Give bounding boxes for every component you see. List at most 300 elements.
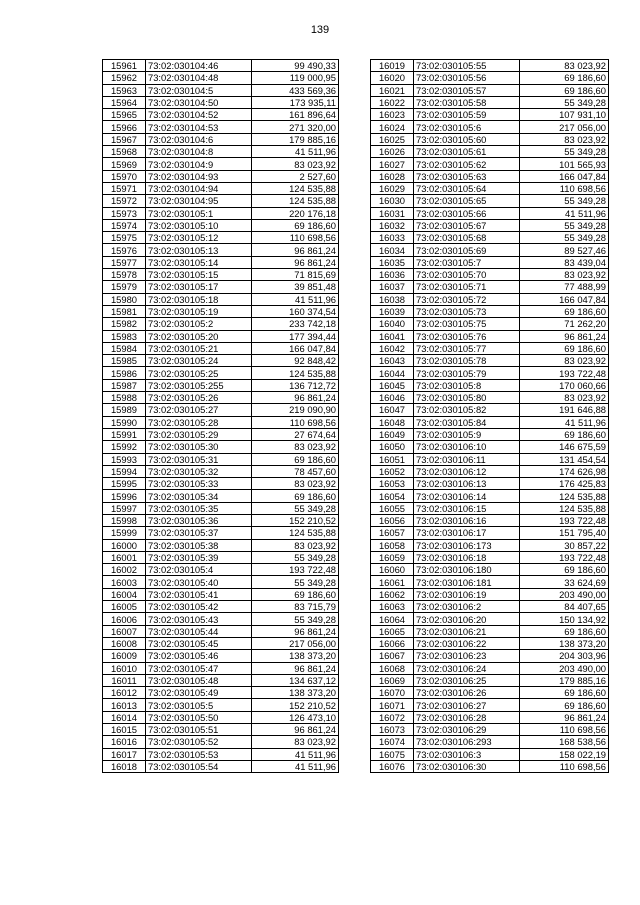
cadastral-number-cell: 73:02:030105:56 xyxy=(414,72,520,84)
table-row xyxy=(371,96,609,108)
table-row xyxy=(371,121,609,133)
table-row xyxy=(371,699,609,711)
cadastral-number-cell: 73:02:030105:24 xyxy=(146,355,252,367)
row-number-cell: 16018 xyxy=(103,760,146,772)
cadastral-number-cell: 73:02:030105:5 xyxy=(146,699,252,711)
row-number-cell: 16076 xyxy=(371,760,414,772)
table-row xyxy=(371,711,609,723)
row-number-cell: 16072 xyxy=(371,711,414,723)
cadastral-number-cell: 73:02:030105:66 xyxy=(414,207,520,219)
table-row xyxy=(371,330,609,342)
row-number-cell: 16062 xyxy=(371,588,414,600)
row-number-cell: 16012 xyxy=(103,687,146,699)
cadastral-number-cell: 73:02:030105:55 xyxy=(414,60,520,72)
cadastral-value-cell: 83 023,92 xyxy=(520,392,609,404)
cadastral-value-cell: 96 861,24 xyxy=(252,244,339,256)
cadastral-value-cell: 89 527,46 xyxy=(520,244,609,256)
table-row xyxy=(371,379,609,391)
cadastral-number-cell: 73:02:030106:14 xyxy=(414,490,520,502)
cadastral-value-cell: 99 490,33 xyxy=(252,60,339,72)
cadastral-number-cell: 73:02:030105:43 xyxy=(146,613,252,625)
table-row xyxy=(371,601,609,613)
cadastral-value-cell: 193 722,48 xyxy=(520,367,609,379)
table-row xyxy=(371,109,609,121)
row-number-cell: 16030 xyxy=(371,195,414,207)
cadastral-value-cell: 220 176,18 xyxy=(252,207,339,219)
cadastral-number-cell: 73:02:030105:7 xyxy=(414,256,520,268)
cadastral-value-cell: 110 698,56 xyxy=(520,760,609,772)
cadastral-number-cell: 73:02:030105:63 xyxy=(414,170,520,182)
row-number-cell: 16045 xyxy=(371,379,414,391)
table-row xyxy=(103,330,339,342)
cadastral-value-cell: 219 090,90 xyxy=(252,404,339,416)
cadastral-number-cell: 73:02:030104:53 xyxy=(146,121,252,133)
cadastral-value-cell: 204 303,96 xyxy=(520,650,609,662)
cadastral-value-cell: 41 511,96 xyxy=(252,748,339,760)
cadastral-value-cell: 271 320,00 xyxy=(252,121,339,133)
cadastral-number-cell: 73:02:030105:53 xyxy=(146,748,252,760)
cadastral-number-cell: 73:02:030106:22 xyxy=(414,637,520,649)
row-number-cell: 16060 xyxy=(371,564,414,576)
cadastral-value-cell: 193 722,48 xyxy=(520,551,609,563)
cadastral-number-cell: 73:02:030104:9 xyxy=(146,158,252,170)
row-number-cell: 15964 xyxy=(103,96,146,108)
cadastral-value-cell: 83 023,92 xyxy=(520,355,609,367)
cadastral-number-cell: 73:02:030104:50 xyxy=(146,96,252,108)
table-row xyxy=(103,281,339,293)
row-number-cell: 16050 xyxy=(371,441,414,453)
cadastral-value-cell: 173 935,11 xyxy=(252,96,339,108)
cadastral-value-cell: 107 931,10 xyxy=(520,109,609,121)
cadastral-value-cell: 131 454,54 xyxy=(520,453,609,465)
cadastral-value-cell: 71 262,20 xyxy=(520,318,609,330)
cadastral-value-cell: 55 349,28 xyxy=(252,576,339,588)
table-row xyxy=(103,441,339,453)
cadastral-number-cell: 73:02:030106:181 xyxy=(414,576,520,588)
row-number-cell: 16042 xyxy=(371,342,414,354)
cadastral-number-cell: 73:02:030105:28 xyxy=(146,416,252,428)
row-number-cell: 15978 xyxy=(103,269,146,281)
table-row xyxy=(371,453,609,465)
cadastral-value-cell: 69 186,60 xyxy=(520,428,609,440)
cadastral-number-cell: 73:02:030104:46 xyxy=(146,60,252,72)
cadastral-value-cell: 33 624,69 xyxy=(520,576,609,588)
cadastral-value-cell: 83 715,79 xyxy=(252,601,339,613)
cadastral-value-cell: 71 815,69 xyxy=(252,269,339,281)
row-number-cell: 16044 xyxy=(371,367,414,379)
cadastral-value-cell: 110 698,56 xyxy=(520,724,609,736)
cadastral-value-cell: 138 373,20 xyxy=(520,637,609,649)
row-number-cell: 16016 xyxy=(103,736,146,748)
row-number-cell: 16055 xyxy=(371,502,414,514)
cadastral-number-cell: 73:02:030105:40 xyxy=(146,576,252,588)
cadastral-value-cell: 84 407,65 xyxy=(520,601,609,613)
table-row xyxy=(103,514,339,526)
cadastral-value-cell: 69 186,60 xyxy=(520,342,609,354)
cadastral-value-cell: 83 439,04 xyxy=(520,256,609,268)
cadastral-number-cell: 73:02:030105:51 xyxy=(146,724,252,736)
cadastral-number-cell: 73:02:030105:9 xyxy=(414,428,520,440)
table-row xyxy=(103,465,339,477)
row-number-cell: 16069 xyxy=(371,674,414,686)
table-row xyxy=(371,342,609,354)
table-row xyxy=(103,392,339,404)
cadastral-value-cell: 177 394,44 xyxy=(252,330,339,342)
cadastral-number-cell: 73:02:030105:79 xyxy=(414,367,520,379)
row-number-cell: 16021 xyxy=(371,84,414,96)
cadastral-number-cell: 73:02:030105:64 xyxy=(414,182,520,194)
cadastral-number-cell: 73:02:030105:48 xyxy=(146,674,252,686)
cadastral-number-cell: 73:02:030105:62 xyxy=(414,158,520,170)
cadastral-number-cell: 73:02:030106:12 xyxy=(414,465,520,477)
row-number-cell: 16075 xyxy=(371,748,414,760)
row-number-cell: 15998 xyxy=(103,514,146,526)
table-row xyxy=(103,219,339,231)
cadastral-number-cell: 73:02:030105:73 xyxy=(414,305,520,317)
row-number-cell: 16047 xyxy=(371,404,414,416)
cadastral-number-cell: 73:02:030105:15 xyxy=(146,269,252,281)
row-number-cell: 16046 xyxy=(371,392,414,404)
cadastral-number-cell: 73:02:030105:47 xyxy=(146,662,252,674)
cadastral-number-cell: 73:02:030105:78 xyxy=(414,355,520,367)
cadastral-number-cell: 73:02:030105:18 xyxy=(146,293,252,305)
cadastral-number-cell: 73:02:030104:95 xyxy=(146,195,252,207)
cadastral-number-cell: 73:02:030105:52 xyxy=(146,736,252,748)
cadastral-value-cell: 176 425,83 xyxy=(520,478,609,490)
cadastral-value-cell: 96 861,24 xyxy=(252,662,339,674)
table-row xyxy=(371,724,609,736)
row-number-cell: 16027 xyxy=(371,158,414,170)
cadastral-number-cell: 73:02:030105:21 xyxy=(146,342,252,354)
cadastral-value-cell: 124 535,88 xyxy=(252,195,339,207)
cadastral-value-cell: 83 023,92 xyxy=(520,269,609,281)
cadastral-number-cell: 73:02:030105:75 xyxy=(414,318,520,330)
table-row xyxy=(371,293,609,305)
row-number-cell: 15979 xyxy=(103,281,146,293)
cadastral-number-cell: 73:02:030105:27 xyxy=(146,404,252,416)
registry-table-right xyxy=(370,59,609,773)
cadastral-number-cell: 73:02:030105:34 xyxy=(146,490,252,502)
cadastral-number-cell: 73:02:030105:69 xyxy=(414,244,520,256)
cadastral-value-cell: 166 047,84 xyxy=(252,342,339,354)
cadastral-value-cell: 69 186,60 xyxy=(520,625,609,637)
table-row xyxy=(371,416,609,428)
row-number-cell: 16020 xyxy=(371,72,414,84)
cadastral-number-cell: 73:02:030105:82 xyxy=(414,404,520,416)
row-number-cell: 16024 xyxy=(371,121,414,133)
cadastral-number-cell: 73:02:030105:20 xyxy=(146,330,252,342)
table-row xyxy=(371,269,609,281)
cadastral-value-cell: 110 698,56 xyxy=(252,232,339,244)
row-number-cell: 15995 xyxy=(103,478,146,490)
row-number-cell: 16033 xyxy=(371,232,414,244)
row-number-cell: 15990 xyxy=(103,416,146,428)
cadastral-value-cell: 69 186,60 xyxy=(520,564,609,576)
cadastral-value-cell: 170 060,66 xyxy=(520,379,609,391)
table-row xyxy=(103,736,339,748)
cadastral-number-cell: 73:02:030106:26 xyxy=(414,687,520,699)
cadastral-value-cell: 69 186,60 xyxy=(520,72,609,84)
table-row xyxy=(103,601,339,613)
cadastral-number-cell: 73:02:030105:72 xyxy=(414,293,520,305)
cadastral-number-cell: 73:02:030105:44 xyxy=(146,625,252,637)
cadastral-number-cell: 73:02:030105:49 xyxy=(146,687,252,699)
table-row xyxy=(103,416,339,428)
table-row xyxy=(371,404,609,416)
table-row xyxy=(103,748,339,760)
cadastral-value-cell: 55 349,28 xyxy=(252,502,339,514)
cadastral-value-cell: 203 490,00 xyxy=(520,588,609,600)
table-row xyxy=(371,588,609,600)
row-number-cell: 15963 xyxy=(103,84,146,96)
cadastral-value-cell: 69 186,60 xyxy=(252,588,339,600)
row-number-cell: 16048 xyxy=(371,416,414,428)
cadastral-number-cell: 73:02:030106:24 xyxy=(414,662,520,674)
cadastral-value-cell: 96 861,24 xyxy=(252,256,339,268)
row-number-cell: 16058 xyxy=(371,539,414,551)
cadastral-number-cell: 73:02:030104:8 xyxy=(146,146,252,158)
row-number-cell: 15982 xyxy=(103,318,146,330)
cadastral-number-cell: 73:02:030106:20 xyxy=(414,613,520,625)
cadastral-number-cell: 73:02:030105:25 xyxy=(146,367,252,379)
row-number-cell: 16005 xyxy=(103,601,146,613)
cadastral-number-cell: 73:02:030106:25 xyxy=(414,674,520,686)
cadastral-value-cell: 96 861,24 xyxy=(252,625,339,637)
table-row xyxy=(103,711,339,723)
table-row xyxy=(103,674,339,686)
table-row xyxy=(371,256,609,268)
cadastral-number-cell: 73:02:030105:61 xyxy=(414,146,520,158)
row-number-cell: 16003 xyxy=(103,576,146,588)
table-row xyxy=(371,392,609,404)
cadastral-value-cell: 55 349,28 xyxy=(520,232,609,244)
row-number-cell: 15976 xyxy=(103,244,146,256)
row-number-cell: 16026 xyxy=(371,146,414,158)
cadastral-number-cell: 73:02:030105:65 xyxy=(414,195,520,207)
table-row xyxy=(103,367,339,379)
table-row xyxy=(103,121,339,133)
cadastral-number-cell: 73:02:030104:48 xyxy=(146,72,252,84)
cadastral-number-cell: 73:02:030106:10 xyxy=(414,441,520,453)
table-row xyxy=(371,625,609,637)
table-row xyxy=(371,576,609,588)
cadastral-number-cell: 73:02:030105:14 xyxy=(146,256,252,268)
cadastral-value-cell: 433 569,36 xyxy=(252,84,339,96)
row-number-cell: 16029 xyxy=(371,182,414,194)
cadastral-number-cell: 73:02:030105:26 xyxy=(146,392,252,404)
cadastral-number-cell: 73:02:030105:2 xyxy=(146,318,252,330)
cadastral-number-cell: 73:02:030105:77 xyxy=(414,342,520,354)
table-row xyxy=(371,195,609,207)
cadastral-value-cell: 27 674,64 xyxy=(252,428,339,440)
cadastral-number-cell: 73:02:030105:37 xyxy=(146,527,252,539)
cadastral-value-cell: 160 374,54 xyxy=(252,305,339,317)
cadastral-value-cell: 217 056,00 xyxy=(520,121,609,133)
row-number-cell: 15962 xyxy=(103,72,146,84)
row-number-cell: 15988 xyxy=(103,392,146,404)
table-row xyxy=(371,490,609,502)
cadastral-value-cell: 83 023,92 xyxy=(252,478,339,490)
row-number-cell: 16039 xyxy=(371,305,414,317)
row-number-cell: 15975 xyxy=(103,232,146,244)
cadastral-number-cell: 73:02:030105:6 xyxy=(414,121,520,133)
row-number-cell: 15987 xyxy=(103,379,146,391)
cadastral-number-cell: 73:02:030105:39 xyxy=(146,551,252,563)
row-number-cell: 16011 xyxy=(103,674,146,686)
table-row xyxy=(103,232,339,244)
cadastral-value-cell: 83 023,92 xyxy=(520,60,609,72)
cadastral-value-cell: 77 488,99 xyxy=(520,281,609,293)
row-number-cell: 16008 xyxy=(103,637,146,649)
cadastral-number-cell: 73:02:030106:3 xyxy=(414,748,520,760)
row-number-cell: 16043 xyxy=(371,355,414,367)
table-row xyxy=(103,318,339,330)
cadastral-number-cell: 73:02:030105:57 xyxy=(414,84,520,96)
table-row xyxy=(103,564,339,576)
cadastral-value-cell: 55 349,28 xyxy=(520,96,609,108)
cadastral-number-cell: 73:02:030106:15 xyxy=(414,502,520,514)
table-row xyxy=(103,637,339,649)
table-row xyxy=(371,170,609,182)
cadastral-value-cell: 193 722,48 xyxy=(252,564,339,576)
table-row xyxy=(103,305,339,317)
row-number-cell: 15989 xyxy=(103,404,146,416)
cadastral-value-cell: 55 349,28 xyxy=(520,195,609,207)
cadastral-number-cell: 73:02:030105:80 xyxy=(414,392,520,404)
table-row xyxy=(371,650,609,662)
row-number-cell: 16014 xyxy=(103,711,146,723)
row-number-cell: 15966 xyxy=(103,121,146,133)
cadastral-number-cell: 73:02:030105:19 xyxy=(146,305,252,317)
table-row xyxy=(371,207,609,219)
table-row xyxy=(371,478,609,490)
table-row xyxy=(371,539,609,551)
cadastral-number-cell: 73:02:030105:68 xyxy=(414,232,520,244)
cadastral-number-cell: 73:02:030106:293 xyxy=(414,736,520,748)
cadastral-value-cell: 124 535,88 xyxy=(252,182,339,194)
page-number: 139 xyxy=(310,24,330,36)
cadastral-number-cell: 73:02:030105:84 xyxy=(414,416,520,428)
cadastral-value-cell: 168 538,56 xyxy=(520,736,609,748)
table-row xyxy=(103,72,339,84)
cadastral-number-cell: 73:02:030105:31 xyxy=(146,453,252,465)
row-number-cell: 15984 xyxy=(103,342,146,354)
cadastral-value-cell: 166 047,84 xyxy=(520,293,609,305)
cadastral-number-cell: 73:02:030105:29 xyxy=(146,428,252,440)
row-number-cell: 16036 xyxy=(371,269,414,281)
cadastral-number-cell: 73:02:030105:71 xyxy=(414,281,520,293)
cadastral-value-cell: 41 511,96 xyxy=(520,416,609,428)
table-row xyxy=(103,588,339,600)
row-number-cell: 16010 xyxy=(103,662,146,674)
row-number-cell: 15985 xyxy=(103,355,146,367)
row-number-cell: 16057 xyxy=(371,527,414,539)
row-number-cell: 15970 xyxy=(103,170,146,182)
table-row xyxy=(371,355,609,367)
cadastral-value-cell: 138 373,20 xyxy=(252,687,339,699)
row-number-cell: 16032 xyxy=(371,219,414,231)
table-row xyxy=(371,760,609,772)
row-number-cell: 15969 xyxy=(103,158,146,170)
cadastral-number-cell: 73:02:030106:19 xyxy=(414,588,520,600)
cadastral-value-cell: 55 349,28 xyxy=(252,613,339,625)
row-number-cell: 16070 xyxy=(371,687,414,699)
cadastral-number-cell: 73:02:030105:36 xyxy=(146,514,252,526)
table-row xyxy=(371,736,609,748)
table-row xyxy=(103,687,339,699)
row-number-cell: 16017 xyxy=(103,748,146,760)
row-number-cell: 15996 xyxy=(103,490,146,502)
row-number-cell: 16054 xyxy=(371,490,414,502)
cadastral-value-cell: 41 511,96 xyxy=(252,760,339,772)
row-number-cell: 16071 xyxy=(371,699,414,711)
row-number-cell: 16063 xyxy=(371,601,414,613)
table-row xyxy=(103,269,339,281)
table-row xyxy=(103,207,339,219)
cadastral-number-cell: 73:02:030105:41 xyxy=(146,588,252,600)
cadastral-number-cell: 73:02:030104:5 xyxy=(146,84,252,96)
cadastral-value-cell: 83 023,92 xyxy=(252,539,339,551)
cadastral-value-cell: 124 535,88 xyxy=(520,490,609,502)
cadastral-value-cell: 69 186,60 xyxy=(520,305,609,317)
table-row xyxy=(103,146,339,158)
table-row xyxy=(103,551,339,563)
table-row xyxy=(371,244,609,256)
row-number-cell: 16007 xyxy=(103,625,146,637)
cadastral-value-cell: 146 675,59 xyxy=(520,441,609,453)
row-number-cell: 16068 xyxy=(371,662,414,674)
cadastral-number-cell: 73:02:030104:6 xyxy=(146,133,252,145)
row-number-cell: 16040 xyxy=(371,318,414,330)
cadastral-number-cell: 73:02:030106:28 xyxy=(414,711,520,723)
row-number-cell: 16053 xyxy=(371,478,414,490)
table-row xyxy=(103,502,339,514)
table-row xyxy=(103,760,339,772)
table-row xyxy=(103,662,339,674)
row-number-cell: 16073 xyxy=(371,724,414,736)
table-row xyxy=(371,133,609,145)
table-row xyxy=(103,650,339,662)
table-row xyxy=(371,60,609,72)
table-row xyxy=(103,342,339,354)
cadastral-value-cell: 233 742,18 xyxy=(252,318,339,330)
row-number-cell: 15968 xyxy=(103,146,146,158)
table-row xyxy=(103,428,339,440)
table-row xyxy=(103,244,339,256)
table-row xyxy=(103,355,339,367)
table-row xyxy=(371,465,609,477)
cadastral-value-cell: 55 349,28 xyxy=(252,551,339,563)
cadastral-value-cell: 217 056,00 xyxy=(252,637,339,649)
table-row xyxy=(371,84,609,96)
row-number-cell: 16000 xyxy=(103,539,146,551)
table-row xyxy=(371,564,609,576)
cadastral-value-cell: 69 186,60 xyxy=(520,699,609,711)
row-number-cell: 16056 xyxy=(371,514,414,526)
cadastral-number-cell: 73:02:030105:35 xyxy=(146,502,252,514)
cadastral-value-cell: 124 535,88 xyxy=(252,527,339,539)
cadastral-value-cell: 152 210,52 xyxy=(252,514,339,526)
cadastral-value-cell: 203 490,00 xyxy=(520,662,609,674)
table-row xyxy=(371,367,609,379)
table-row xyxy=(103,576,339,588)
table-row xyxy=(371,502,609,514)
row-number-cell: 16041 xyxy=(371,330,414,342)
table-row xyxy=(103,195,339,207)
row-number-cell: 15977 xyxy=(103,256,146,268)
table-row xyxy=(103,182,339,194)
cadastral-number-cell: 73:02:030105:38 xyxy=(146,539,252,551)
